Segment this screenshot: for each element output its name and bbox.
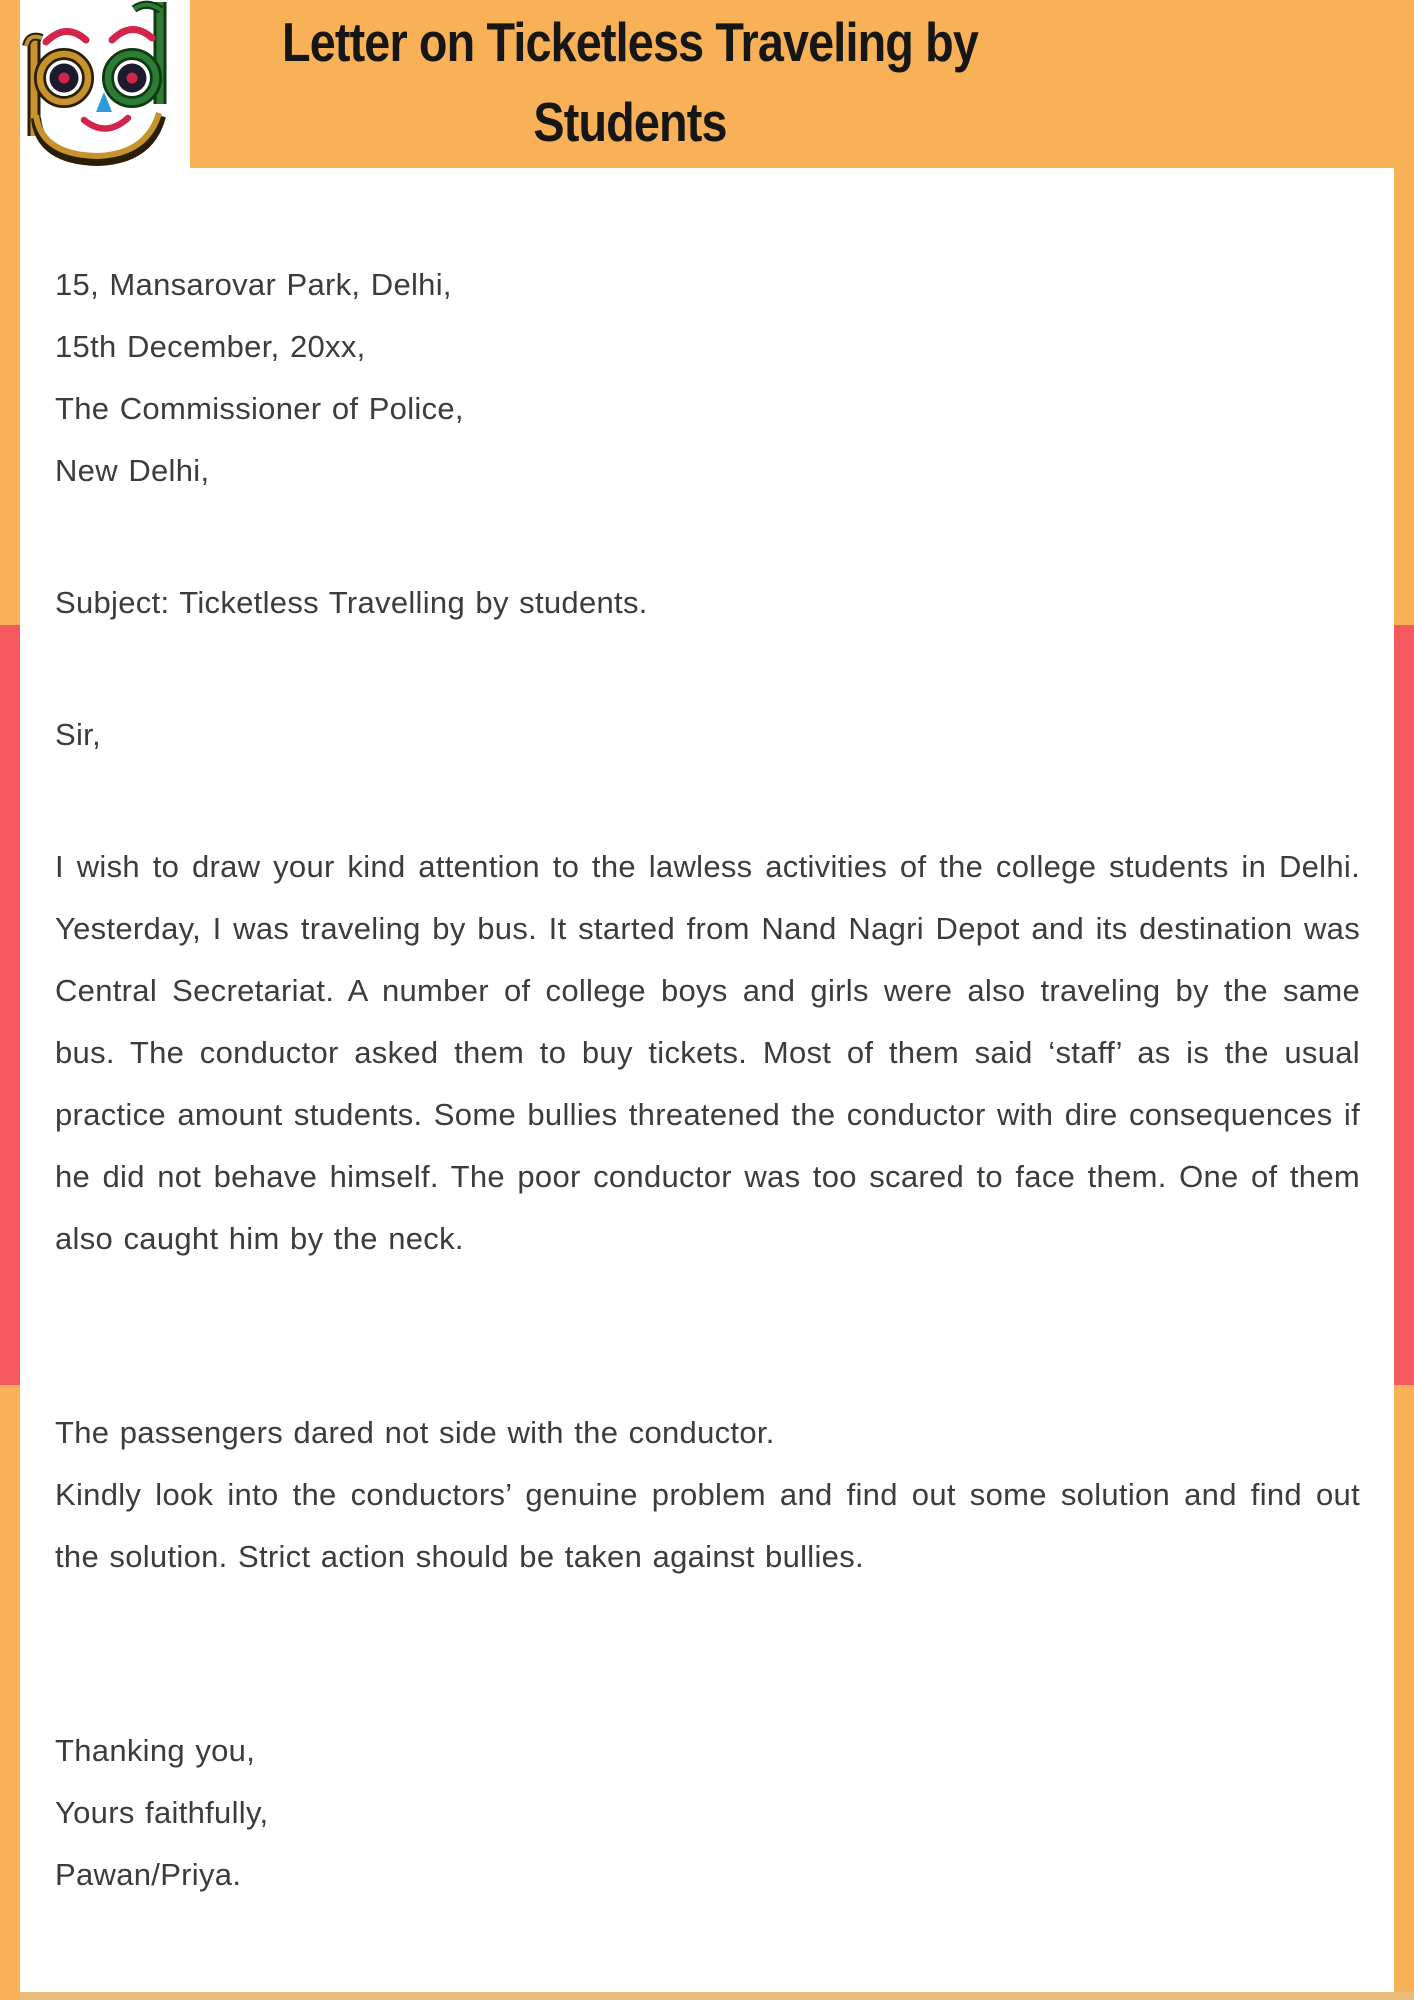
page-title-line2: Students	[533, 91, 727, 153]
address-line: The Commissioner of Police,	[55, 391, 464, 426]
left-stripe-red	[0, 625, 20, 1385]
right-stripe-orange-bottom	[1394, 1385, 1414, 2000]
address-line: 15th December, 20xx,	[55, 329, 366, 364]
address-block	[55, 254, 1360, 502]
right-eyebrow	[112, 29, 152, 40]
address-line: New Delhi,	[55, 453, 210, 488]
closing-line: Thanking you,	[55, 1733, 256, 1768]
closing-line: Yours faithfully,	[55, 1795, 269, 1830]
closing-line: Pawan/Priya.	[55, 1857, 242, 1892]
passengers-line: The passengers dared not side with the conductor.	[55, 1415, 775, 1450]
closing-signature-block	[55, 1720, 1360, 1906]
salutation: Sir,	[55, 717, 101, 752]
header-banner	[0, 0, 1414, 168]
logo	[20, 0, 190, 168]
left-eyebrow	[46, 31, 86, 42]
right-stripe-orange-top	[1394, 0, 1414, 625]
page-title-line1: Letter on Ticketless Traveling by	[282, 11, 978, 73]
bottom-border-bar	[20, 1992, 1414, 2000]
page-title	[256, 0, 1004, 162]
body-paragraph-2	[55, 1402, 1360, 1650]
smile	[84, 118, 128, 129]
left-border-stripe	[0, 0, 20, 2000]
pd-face-logo-icon	[20, 0, 190, 168]
address-line: 15, Mansarovar Park, Delhi,	[55, 267, 452, 302]
request-paragraph: Kindly look into the conductors’ genuine problem and find out some solution and find out the solution. Strict action should be taken against bullies.	[55, 1477, 1360, 1574]
right-border-stripe	[1394, 0, 1414, 2000]
left-stripe-orange-bottom	[0, 1385, 20, 2000]
left-stripe-orange-top	[0, 0, 20, 625]
letter-body	[55, 168, 1360, 1906]
subject-line: Subject: Ticketless Travelling by students.	[55, 585, 648, 620]
right-stripe-red	[1394, 625, 1414, 1385]
body-paragraph-1: I wish to draw your kind attention to the lawless activities of the college students in Delhi. Yesterday, I was traveling by bus. It started from Nand Nagri Depot and its destination was Central Secretariat. A number of college boys and girls were also traveling by the same bus. The conductor asked them to buy tickets. Most of them said ‘staff’ as is the usual practice amount students. Some bullies threatened the conductor with dire consequences if he did not behave himself. The poor conductor was too scared to face them. One of them also caught him by the neck.	[55, 849, 1360, 1256]
